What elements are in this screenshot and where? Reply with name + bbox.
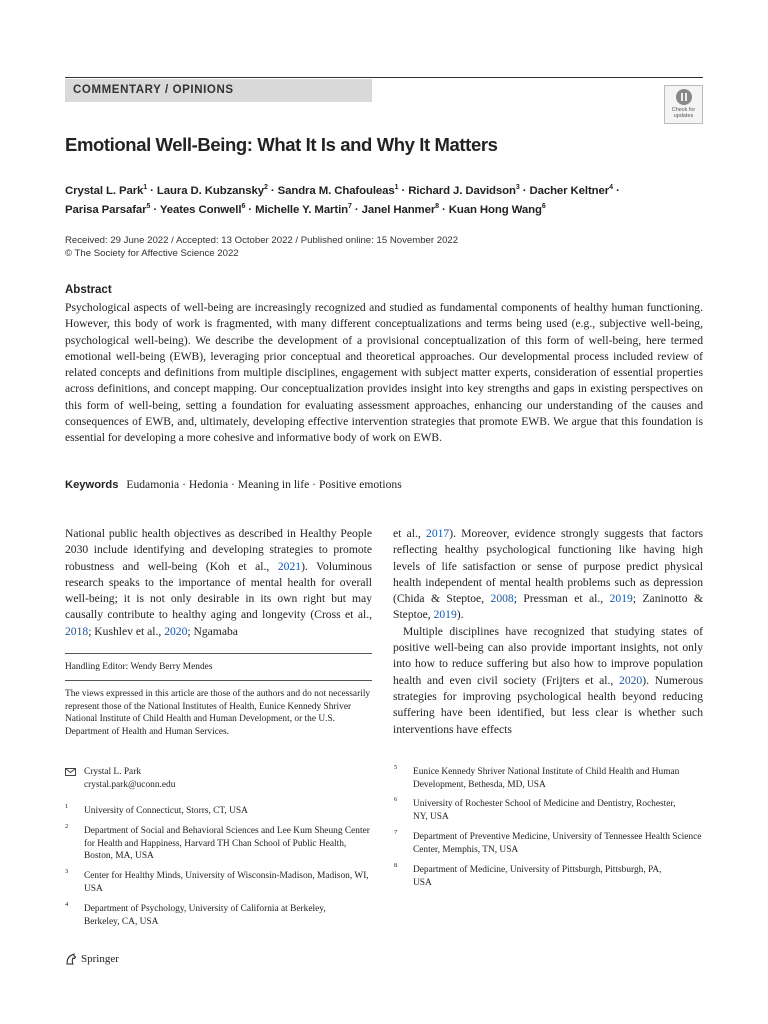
corresponding-name: Crystal L. Park <box>84 767 142 777</box>
body-right-column <box>393 526 703 738</box>
affiliation-number: 5 <box>394 764 398 771</box>
keyword: Hedonia · <box>188 478 235 491</box>
keyword: Meaning in life · <box>237 478 317 491</box>
author[interactable]: Dacher Keltner$^4$ <box>529 184 613 197</box>
article-title: Emotional Well-Being: What It Is and Why It Matters <box>65 134 498 155</box>
footnote-rule <box>65 680 372 681</box>
handling-editor: Handling Editor: Wendy Berry Mendes <box>65 662 213 672</box>
keyword: Positive emotions <box>318 478 402 491</box>
affiliation: University of Connecticut, Storrs, CT, USA <box>84 806 248 816</box>
body-left-column: National public health objectives as described in Healthy People 2030 include identifying and developing strategies to promote robustness and well-being (Koh et al., 2021). Voluminous research speaks to the importance of mental health for overall well-being; it is not only desirable in its own right but may causally contribute to healthy aging and longevity (Cross et al., 2018; Kushlev et al., 2020; Ngamaba <box>65 527 372 638</box>
affiliation: Department of Preventive Medicine, University of Tennessee Health Science Center, Memphis, TN, USA <box>413 832 702 855</box>
affiliation-number: 2 <box>65 823 69 830</box>
publisher-name: Springer <box>81 953 119 965</box>
author[interactable]: Crystal L. Park$^1$ <box>65 184 148 197</box>
author[interactable]: Richard J. Davidson$^3$ <box>408 184 520 197</box>
bookmark-icon <box>676 89 692 105</box>
author[interactable]: Sandra M. Chafouleas$^1$ <box>277 184 399 197</box>
affiliation: Eunice Kennedy Shriver National Institute of Child Health and Human Development, Bethesda, MD, USA <box>413 767 680 790</box>
disclaimer: The views expressed in this article are those of the authors and do not necessarily represent those of the National Institutes of Health, Eunice Kennedy Shriver National Institute of Child Health and Human Development, or the U.S. Department of Health and Human Services. <box>65 689 371 737</box>
check-for-updates-badge[interactable] <box>664 85 703 124</box>
keywords <box>65 478 402 491</box>
abstract-text: Psychological aspects of well-being are increasingly recognized and studied as fundamental components of healthy human functioning. However, this body of work is fragmented, with many different conceptualizations and terms being used (e.g., subjective well-being, psychological well-being). We describe the development of a provisional conceptualization of this form of well-being, here termed emotional well-being (EWB), leveraging prior conceptual and theoretical approaches. Our developmental process included review of related concepts and definitions from multiple disciplines, engagement with subject matter experts, consideration of essential properties across definitions, and concept mapping. Our conceptualization provides insight into key strengths and gaps in existing perspectives on this form of well-being, setting a foundation for evaluating assessment approaches, enhancing our understanding of the causes and consequences of EWB, and, ultimately, developing effective intervention strategies that promote EWB. We argue that this foundation is essential for developing a more cohesive and informative body of work on EWB. <box>65 301 703 445</box>
affiliation-number: 1 <box>65 803 69 810</box>
publication-dates <box>65 234 458 260</box>
abstract-heading: Abstract <box>65 284 112 296</box>
citation-link[interactable]: 2020 <box>164 624 188 638</box>
citation-link[interactable]: 2018 <box>65 624 89 638</box>
keyword: Eudamonia · <box>126 478 186 491</box>
publisher-footer <box>65 953 119 965</box>
citation-link[interactable]: 2020 <box>619 673 643 687</box>
author[interactable]: Janel Hanmer$^8$ <box>361 202 439 216</box>
affiliation: University of Rochester School of Medicine and Dentistry, Rochester, NY, USA <box>413 799 676 822</box>
author[interactable]: Parisa Parsafar$^5$ <box>65 202 151 216</box>
springer-horse-icon <box>65 953 77 965</box>
corresponding-email[interactable]: crystal.park@uconn.edu <box>84 779 176 790</box>
keywords-label: Keywords <box>65 479 119 491</box>
author[interactable]: Michelle Y. Martin$^7$ <box>255 202 352 216</box>
author[interactable]: Yeates Conwell$^6$ <box>159 202 246 216</box>
affiliation: Department of Social and Behavioral Sciences and Lee Kum Sheung Center for Health and Happiness, Harvard TH Chan School of Public Health, Boston, MA, USA <box>84 826 370 862</box>
author[interactable]: Kuan Hong Wang$^6$ <box>448 202 546 216</box>
section-tag: COMMENTARY / OPINIONS <box>65 79 372 102</box>
citation-link[interactable]: 2021 <box>277 559 302 573</box>
corresponding-author <box>84 766 175 791</box>
affiliation: Department of Psychology, University of California at Berkeley, Berkeley, CA, USA <box>84 904 326 927</box>
email-icon <box>65 768 76 781</box>
citation-link[interactable]: 2019 <box>433 608 457 622</box>
affiliation-number: 4 <box>65 901 69 908</box>
paragraph: et al., 2017). Moreover, evidence strongly suggests that factors reflecting healthy psychological functioning like having high levels of life satisfaction or sense of purpose predict physical health independent of mental health problems such as depression (Chida & Steptoe, 2008; Pressman et al., 2019; Zaninotto & Steptoe, 2019). <box>393 527 704 622</box>
affiliation-number: 6 <box>394 796 398 803</box>
affiliation-number: 3 <box>65 868 69 875</box>
affiliation: Center for Healthy Minds, University of Wisconsin-Madison, Madison, WI, USA <box>84 871 369 894</box>
affiliation-number: 8 <box>394 862 398 869</box>
author-list: Crystal L. Park$^1$ · Laura D. Kubzansky$^2$ · Sandra M. Chafouleas$^1$ · Richard J. Davidson$^3$ · Dacher Keltner$^4$ · Parisa Parsafar$^5$ · Yeates Conwell$^6$ · Michelle Y. Martin$^7$ · Janel Hanmer$^8$ · Kuan Hong Wang$^6$ <box>65 184 620 216</box>
author[interactable]: Laura D. Kubzansky$^2$ <box>156 184 268 197</box>
updates-label: updates <box>673 113 694 119</box>
dates-line: Received: 29 June 2022 / Accepted: 13 October 2022 / Published online: 15 November 2022 <box>65 235 459 246</box>
affiliation-number: 7 <box>394 829 398 836</box>
citation-link[interactable]: 2019 <box>609 592 633 606</box>
affiliation: Department of Medicine, University of Pittsburgh, Pittsburgh, PA, USA <box>413 865 662 888</box>
paragraph: Multiple disciplines have recognized that studying states of positive well-being can also provide important insights, not only into how to reduce suffering but also how to improve population health and even civil society (Frijters et al., 2020). Numerous strategies for improving psychological health beyond reducing suffering have been identified, but less clear is whether such interventions have effects <box>393 624 703 736</box>
citation-link[interactable]: 2008 <box>490 592 514 606</box>
copyright-line: © The Society for Affective Science 2022 <box>65 248 239 259</box>
citation-link[interactable]: 2017 <box>426 527 450 540</box>
check-for-label: Check for <box>671 107 696 113</box>
top-rule <box>65 77 703 78</box>
footnote-rule <box>65 653 372 654</box>
